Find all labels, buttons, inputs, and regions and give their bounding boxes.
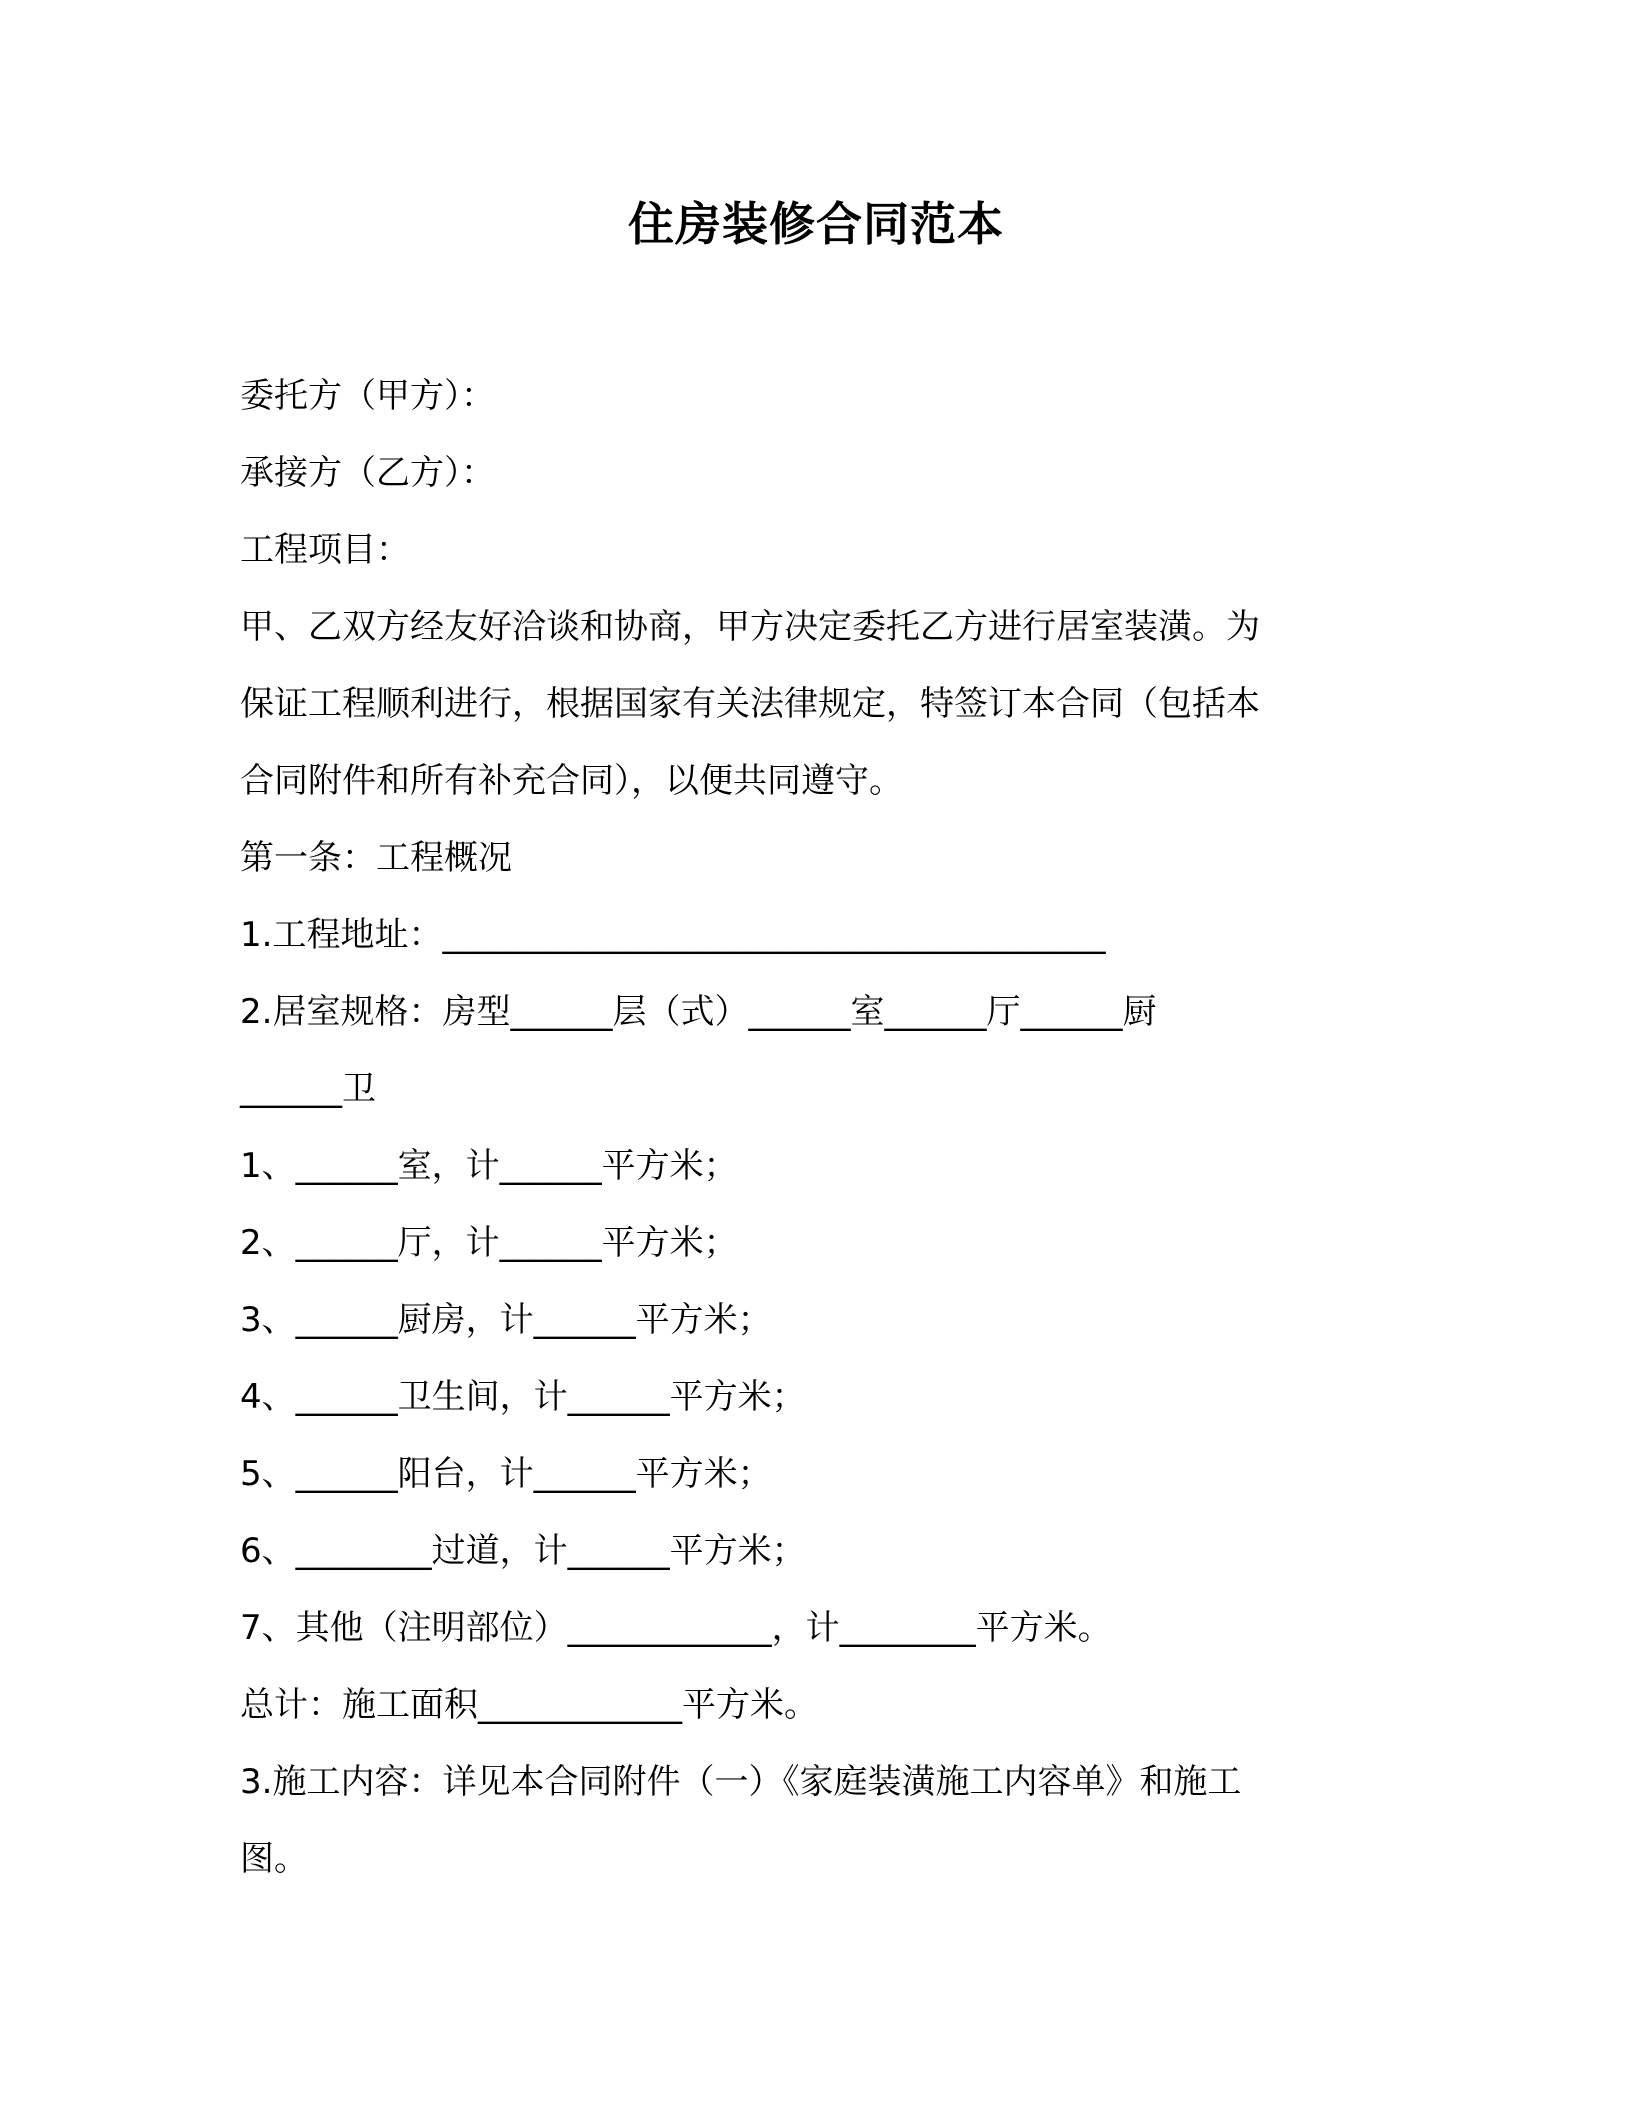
document-body	[240, 358, 1390, 1898]
project-line: 工程项目：	[240, 530, 410, 570]
contractor-party-line: 承接方（乙方）：	[240, 453, 495, 493]
document-title: 住房装修合同范本	[628, 197, 1004, 251]
intro-paragraph-line-2: 保证工程顺利进行，根据国家有关法律规定，特签订本合同（包括本	[240, 684, 1260, 724]
bathroom-area-item: 4、______卫生间，计______平方米；	[240, 1377, 806, 1417]
intro-paragraph-line-1: 甲、乙双方经友好洽谈和协商，甲方决定委托乙方进行居室装潢。为	[240, 607, 1260, 647]
corridor-area-item: 6、________过道，计______平方米；	[240, 1531, 806, 1571]
construction-content-line-1: 3.施工内容：详见本合同附件（一）《家庭装潢施工内容单》和施工	[240, 1762, 1242, 1802]
room-spec-line-2: ______卫	[240, 1069, 376, 1109]
total-area-line: 总计：施工面积____________平方米。	[240, 1685, 818, 1725]
intro-paragraph-line-3: 合同附件和所有补充合同），以便共同遵守。	[240, 761, 903, 801]
hall-area-item: 2、______厅，计______平方米；	[240, 1223, 738, 1263]
client-party-line: 委托方（甲方）：	[240, 376, 495, 416]
other-area-item: 7、其他（注明部位）____________，计________平方米。	[240, 1608, 1112, 1648]
room-spec-line-1: 2.居室规格：房型______层（式）______室______厅______厨	[240, 992, 1157, 1032]
room-area-item: 1、______室，计______平方米；	[240, 1146, 738, 1186]
project-address-line: 1.工程地址：_______________________________________	[240, 915, 1106, 955]
balcony-area-item: 5、______阳台，计______平方米；	[240, 1454, 772, 1494]
kitchen-area-item: 3、______厨房，计______平方米；	[240, 1300, 772, 1340]
article-one-heading: 第一条：工程概况	[240, 838, 512, 878]
construction-content-line-2: 图。	[240, 1839, 308, 1879]
